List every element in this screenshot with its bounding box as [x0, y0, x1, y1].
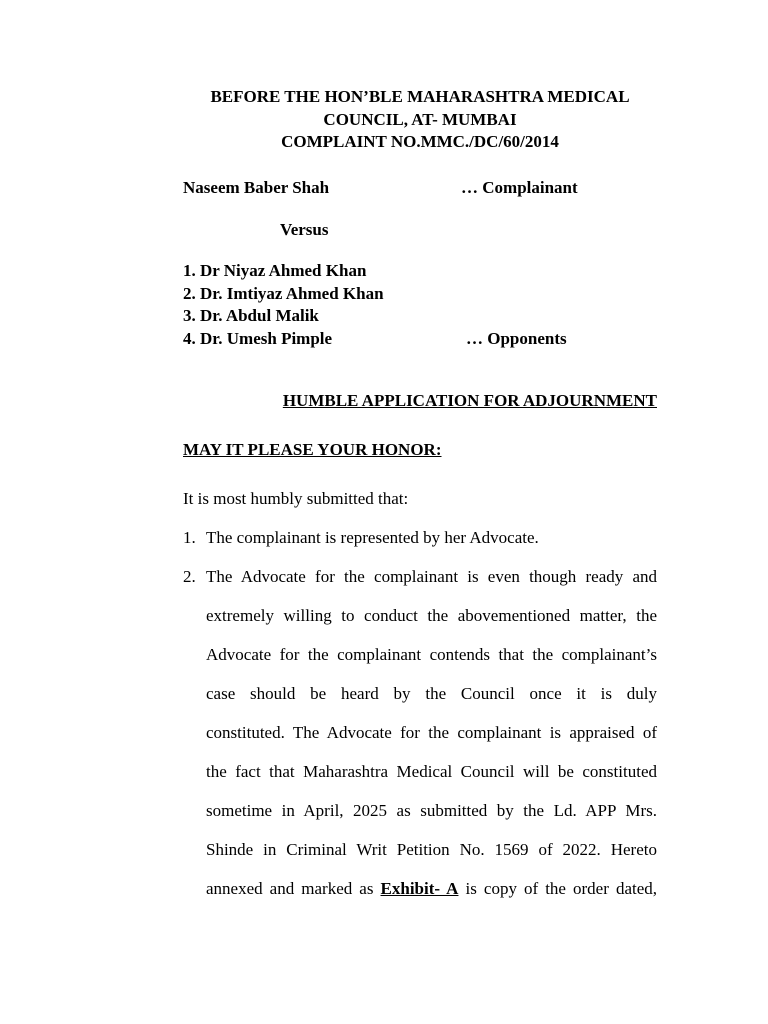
line-text-before: annexed and marked as — [206, 879, 381, 898]
paragraph-line: extremely willing to conduct the abovementioned matter, the — [206, 606, 657, 625]
opponents-list — [183, 260, 384, 350]
opponent-item: 2. Dr. Imtiyaz Ahmed Khan — [183, 283, 384, 303]
opponent-item: 4. Dr. Umesh Pimple — [183, 328, 333, 348]
paragraph-line: constituted. The Advocate for the complainant is appraised of — [206, 723, 657, 742]
paragraph-line: Shinde in Criminal Writ Petition No. 1569 of 2022. Hereto — [206, 840, 657, 859]
paragraph-line: Advocate for the complainant contends that the complainant’s — [206, 645, 657, 664]
opponents-role: … Opponents — [466, 329, 567, 348]
paragraph-body — [206, 557, 657, 908]
paragraph-line: sometime in April, 2025 as submitted by the Ld. APP Mrs. — [206, 801, 657, 820]
complainant-name: Naseem Baber Shah — [183, 178, 330, 197]
opponent-item: 1. Dr Niyaz Ahmed Khan — [183, 261, 367, 280]
paragraph-line: The complainant is represented by her Advocate. — [206, 528, 539, 547]
paragraph-body — [206, 518, 657, 557]
document-heading — [183, 86, 657, 154]
heading-line-1: BEFORE THE HON’BLE MAHARASHTRA MEDICAL — [210, 87, 630, 106]
application-title: HUMBLE APPLICATION FOR ADJOURNMENT — [282, 391, 657, 410]
heading-line-2: COUNCIL, AT- MUMBAI — [323, 109, 517, 129]
exhibit-a-reference: Exhibit- A — [380, 879, 459, 898]
paragraph-number: 1. — [183, 528, 196, 547]
versus-label: Versus — [280, 220, 329, 239]
paragraph-line-with-exhibit — [206, 869, 657, 908]
opponent-item: 3. Dr. Abdul Malik — [183, 306, 319, 325]
salutation: MAY IT PLEASE YOUR HONOR: — [183, 440, 442, 459]
paragraph-number: 2. — [183, 567, 196, 586]
paragraph-line: the fact that Maharashtra Medical Council will be constituted — [206, 762, 657, 781]
paragraph-line: case should be heard by the Council once it is duly — [206, 684, 657, 703]
intro-text: It is most humbly submitted that: — [183, 489, 409, 508]
complainant-role: … Complainant — [461, 178, 578, 197]
paragraph-line: The Advocate for the complainant is even though ready and — [206, 567, 657, 586]
heading-line-3: COMPLAINT NO.MMC./DC/60/2014 — [281, 132, 559, 151]
line-text-after: is copy of the order dated, — [458, 879, 658, 898]
